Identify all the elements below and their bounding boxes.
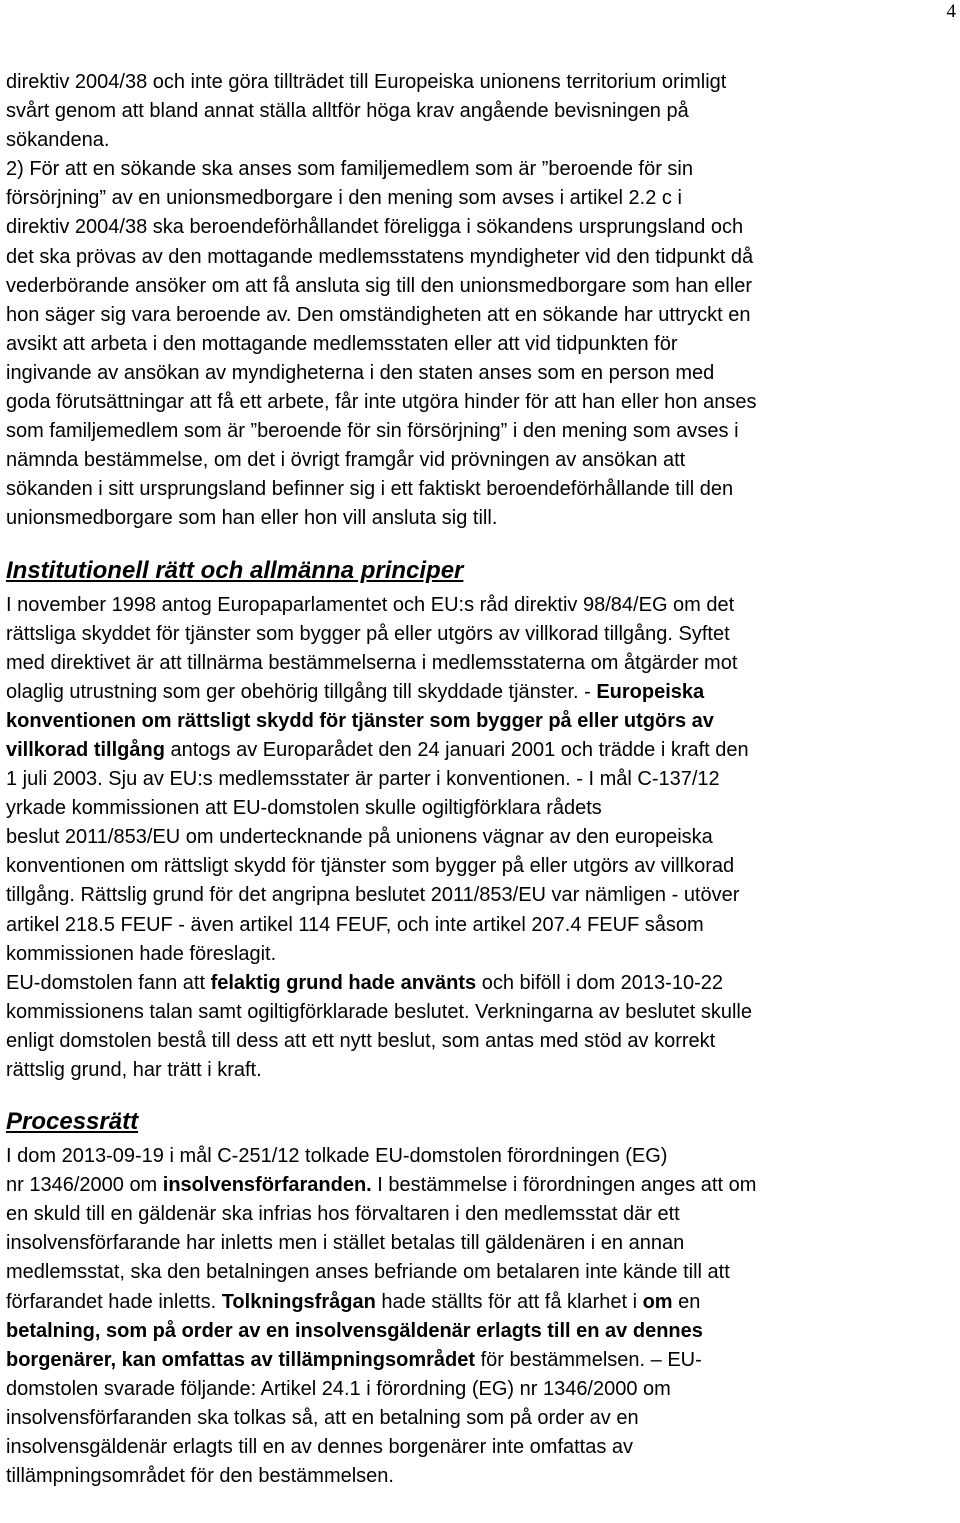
text-run: tillgång. Rättslig grund för det angripna beslutet 2011/853/EU var nämligen - utöver [6,884,740,907]
text-run: hade ställts för att få klarhet i [375,1290,643,1313]
text-run: insolvensförfarande har inletts men i stället betalas till gäldenären i en annan [6,1232,685,1255]
text-run: svårt genom att bland annat ställa alltför höga krav angående bevisningen på [6,100,689,123]
text-run: det ska prövas av den mottagande medlemsstatens myndigheter vid den tidpunkt då [6,245,754,268]
text-run: olaglig utrustning som ger obehörig tillgång till skyddade tjänster. - [6,680,597,703]
text-run: insolvensgäldenär erlagts till en av dennes borgenärer inte omfattas av [6,1436,634,1459]
text-run: artikel 218.5 FEUF - även artikel 114 FEUF, och inte artikel 207.4 FEUF såsom [6,913,704,936]
text-line [6,736,956,765]
section-heading-procedural-law: Processrätt [6,1108,139,1136]
text-line [6,272,956,301]
text-run: I bestämmelse i förordningen anges att om [371,1174,757,1197]
text-line [6,1346,956,1375]
text-run: unionsmedborgare som han eller hon vill ansluta sig till. [6,507,498,530]
text-run: sökandena. [6,129,110,152]
text-run: en [672,1290,701,1313]
bold-text: betalning, som på order av en insolvensgäldenär erlagts till en av dennes [6,1319,703,1342]
text-line [6,1229,956,1258]
text-line [6,1200,956,1229]
text-run: kommissionens talan samt ogiltigförklarade beslutet. Verkningarna av beslutet skulle [6,1000,752,1023]
text-run: ingivande av ansökan av myndigheterna i den staten anses som en person med [6,361,715,384]
text-line [6,969,956,998]
text-run: rättslig grund, har trätt i kraft. [6,1059,262,1081]
bold-text: konventionen om rättsligt skydd för tjänster som bygger på eller utgörs av [6,709,714,732]
text-line [6,707,956,736]
text-run: antogs av Europarådet den 24 januari 2001 och trädde i kraft den [164,738,749,761]
text-run: sökanden i sitt ursprungsland befinner sig i ett faktiskt beroendeförhållande till den [6,478,734,501]
page-number: 4 [946,1,956,22]
text-run: I dom 2013-09-19 i mål C‑251/12 tolkade EU-domstolen förordningen (EG) [6,1145,668,1168]
bold-text: om [642,1290,673,1313]
text-line [6,243,956,272]
text-line [6,155,956,184]
text-line [6,765,956,794]
text-line [6,1317,956,1346]
text-line [6,649,956,678]
text-run: nr 1346/2000 om [6,1174,163,1197]
text-line [6,446,956,475]
text-line [6,1288,956,1317]
text-line [6,940,956,969]
text-line [6,620,956,649]
text-line [6,68,956,97]
text-line [6,678,956,707]
text-run: 2) För att en sökande ska anses som familjemedlem som är ”beroende för sin [6,158,693,181]
text-line [6,1462,956,1491]
paragraph-procedural-law [6,1142,956,1491]
text-run: rättsliga skyddet för tjänster som bygger på eller utgörs av villkorad tillgång. Syftet [6,622,730,645]
bold-text: Tolkningsfrågan [221,1290,376,1313]
text-run: som familjemedlem som är ”beroende för sin försörjning” i den mening som avses i [6,420,739,443]
text-run: vederbörande ansöker om att få ansluta sig till den unionsmedborgare som han eller [6,274,752,297]
text-run: yrkade kommissionen att EU-domstolen skulle ogiltigförklara rådets [6,797,602,820]
text-line [6,591,956,620]
bold-text: Europeiska [596,680,705,703]
paragraph-institutional-law [6,591,956,1086]
text-line [6,184,956,213]
text-run: goda förutsättningar att få ett arbete, får inte utgöra hinder för att han eller hon anses [6,391,757,414]
text-line [6,388,956,417]
text-run: försörjning” av en unionsmedborgare i den mening som avses i artikel 2.2 c i [6,187,682,210]
text-line [6,97,956,126]
document-body [6,68,956,1491]
text-run: hon säger sig vara beroende av. Den omständigheten att en sökande har uttryckt en [6,303,751,326]
text-run: insolvensförfaranden ska tolkas så, att en betalning som på order av en [6,1406,639,1429]
bold-text: borgenärer, kan omfattas av tillämpningsområdet [6,1348,476,1371]
text-line [6,1258,956,1287]
text-run: en skuld till en gäldenär ska infrias hos förvaltaren i den medlemsstat där ett [6,1203,680,1226]
text-line [6,823,956,852]
text-line [6,213,956,242]
text-line [6,1404,956,1433]
text-run: avsikt att arbeta i den mottagande medlemsstaten eller att vid tidpunkten för [6,332,678,355]
text-line [6,475,956,504]
text-run: med direktivet är att tillnärma bestämmelserna i medlemsstaterna om åtgärder mot [6,651,738,674]
text-line [6,359,956,388]
text-line [6,1433,956,1462]
text-line [6,126,956,155]
text-line [6,998,956,1027]
text-run: direktiv 2004/38 och inte göra tillträdet till Europeiska unionens territorium orimligt [6,71,727,93]
text-line [6,1171,956,1200]
text-run: nämnda bestämmelse, om det i övrigt framgår vid prövningen av ansökan att [6,449,686,472]
text-line [6,1375,956,1404]
text-line [6,504,956,533]
text-run: kommissionen hade föreslagit. [6,942,277,965]
text-line [6,1056,956,1085]
text-line [6,881,956,910]
bold-text: felaktig grund hade använts [210,971,477,994]
paragraph-directive-ruling [6,68,956,534]
text-run: medlemsstat, ska den betalningen anses befriande om betalaren inte kände till att [6,1261,730,1284]
bold-text: insolvensförfaranden. [162,1174,372,1197]
text-line [6,330,956,359]
text-run: konventionen om rättsligt skydd för tjänster som bygger på eller utgörs av villkorad [6,855,735,878]
text-line [6,794,956,823]
text-line [6,911,956,940]
text-run: tillämpningsområdet för den bestämmelsen. [6,1465,394,1488]
text-line [6,301,956,330]
text-line [6,1027,956,1056]
text-run: enligt domstolen bestå till dess att ett nytt beslut, som antas med stöd av korrekt [6,1029,716,1052]
text-run: domstolen svarade följande: Artikel 24.1 i förordning (EG) nr 1346/2000 om [6,1377,671,1400]
text-run: 1 juli 2003. Sju av EU:s medlemsstater är parter i konventionen. - I mål C‑137/12 [6,768,720,791]
text-run: för bestämmelsen. – EU- [475,1348,702,1371]
text-run: förfarandet hade inletts. [6,1290,222,1313]
text-run: EU-domstolen fann att [6,971,211,994]
bold-text: villkorad tillgång [6,738,165,761]
text-line [6,1142,956,1171]
text-line [6,417,956,446]
section-heading-institutional-law: Institutionell rätt och allmänna principer [6,556,464,584]
text-run: I november 1998 antog Europaparlamentet och EU:s råd direktiv 98/84/EG om det [6,593,735,616]
text-run: beslut 2011/853/EU om undertecknande på unionens vägnar av den europeiska [6,826,713,849]
text-run: direktiv 2004/38 ska beroendeförhållandet föreligga i sökandens ursprungsland och [6,216,744,239]
text-run: och biföll i dom 2013-10-22 [476,971,723,994]
text-line [6,852,956,881]
